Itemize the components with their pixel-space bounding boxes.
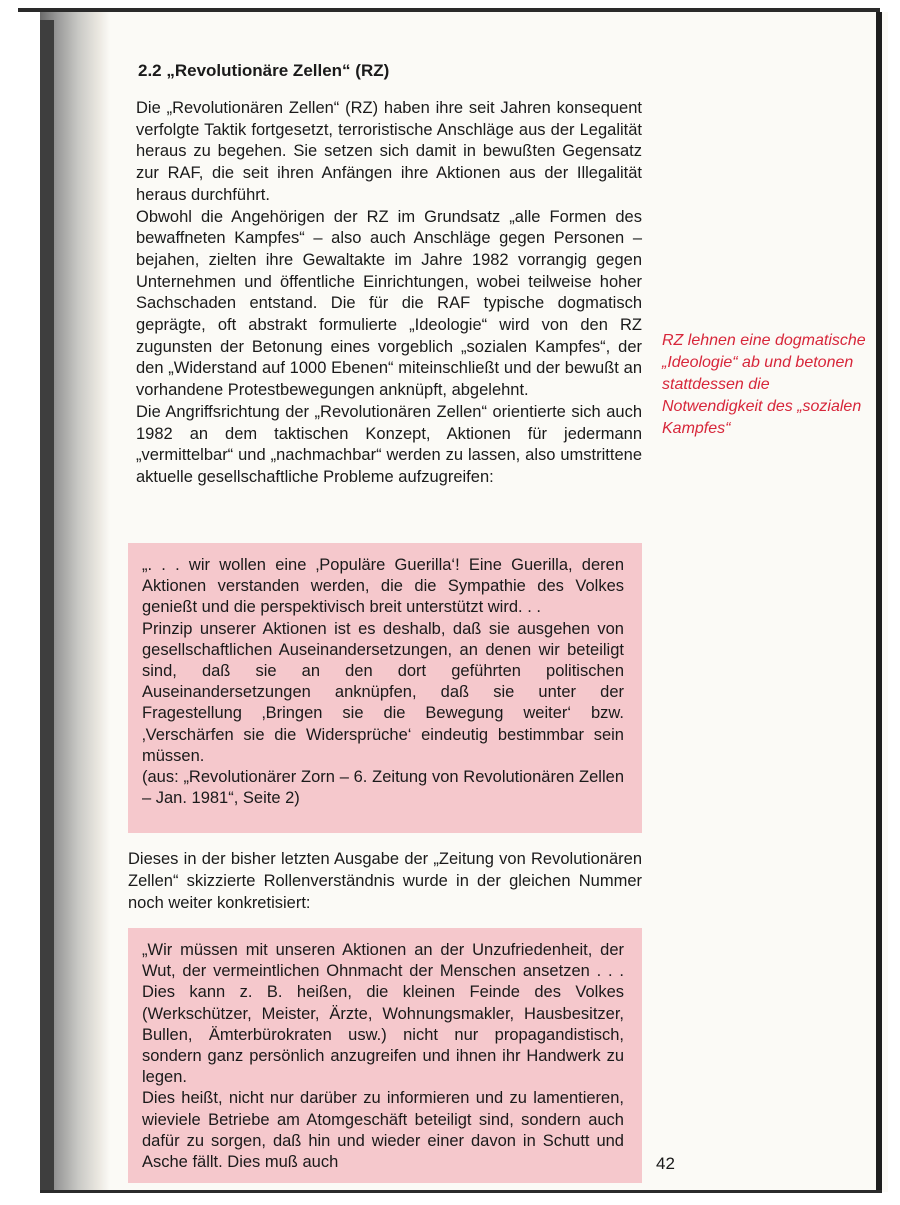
quote-box-2	[128, 928, 642, 1183]
connecting-paragraph: Dieses in der bisher letzten Ausgabe der „Zeitung von Revolutionären Zellen“ skizzierte Rollenverständnis wurde in der gleichen Nummer noch weiter konkretisiert:	[128, 850, 642, 912]
section-heading: 2.2 „Revolutionäre Zellen“ (RZ)	[138, 61, 390, 80]
quote-paragraph: „. . . wir wollen eine ‚Populäre Guerilla‘! Eine Guerilla, deren Aktionen verstanden werden, die die Sympathie des Volkes genießt und die perspektivisch breit unterstützt wird. . .	[142, 556, 624, 617]
body-paragraph: Die Angriffsrichtung der „Revolutionären Zellen“ orientierte sich auch 1982 an dem taktischen Konzept, Aktionen für jedermann „vermittelbar“ und „nachmachbar“ werden zu lassen, also umstrittene aktuelle gesellschaftliche Probleme aufzugreifen:	[136, 402, 642, 486]
page-left-edge	[40, 20, 54, 1190]
body-paragraph: Die „Revolutionären Zellen“ (RZ) haben ihre seit Jahren konsequent verfolgte Taktik fortgesetzt, terroristische Anschläge aus der Legalität heraus zu begehen. Sie setzen sich damit in bewußten Gegensatz zur RAF, die seit ihren Anfängen ihre Aktionen aus der Illegalität heraus durchführt.	[136, 99, 642, 204]
margin-note: RZ lehnen eine dogmatische „Ideologie“ ab und betonen stattdessen die Notwendigkeit des „sozialen Kampfes“	[662, 332, 866, 437]
page-right-edge	[876, 12, 882, 1192]
quote-source: (aus: „Revolutionärer Zorn – 6. Zeitung von Revolutionären Zellen – Jan. 1981“, Seite 2)	[142, 768, 624, 808]
body-paragraph: Obwohl die Angehörigen der RZ im Grundsatz „alle Formen des bewaffneten Kampfes“ – also auch Anschläge gegen Personen – bejahen, zielten ihre Gewaltakte im Jahre 1982 vorrangig gegen Unternehmen und öffentliche Einrichtungen, wobei teilweise hoher Sachschaden entstand. Die für die RAF typische dogmatisch geprägte, oft abstrakt formulierte „Ideologie“ wird von den RZ zugunsten der Betonung eines vorgeblich „sozialen Kampfes“, der den „Widerstand auf 1000 Ebenen“ miteinschließt und der bewußt an vorhandene Protestbewegungen anknüpft, abgelehnt.	[136, 207, 642, 400]
body-text	[136, 98, 642, 489]
quote-paragraph: Dies heißt, nicht nur darüber zu informieren und zu lamentieren, wieviele Betriebe am Atomgeschäft beteiligt sind, sondern auch dafür zu sorgen, daß hin und wieder einer davon in Schutt und Asche fällt. Dies muß auch	[142, 1089, 624, 1172]
quote-paragraph: „Wir müssen mit unseren Aktionen an der Unzufriedenheit, der Wut, der vermeintlichen Ohnmacht der Menschen ansetzen . . . Dies kann z. B. heißen, die kleinen Feinde des Volkes (Werkschützer, Meister, Ärzte, Wohnungsmakler, Hausbesitzer, Bullen, Ämterbürokraten usw.) nicht nur propagandistisch, sondern ganz persönlich anzugreifen und ihnen ihr Handwerk zu legen.	[142, 941, 624, 1087]
quote-paragraph: Prinzip unserer Aktionen ist es deshalb, daß sie ausgehen von gesellschaftlichen Auseinandersetzungen, an denen wir beteiligt sind, daß sie an den dort geführten politischen Auseinandersetzungen anknüpfen, daß sie unter der Fragestellung ‚Bringen sie die Bewegung weiter‘ bzw. ‚Verschärfen sie die Widersprüche‘ eindeutig bestimmbar sein müssen.	[142, 619, 624, 765]
page-number: 42	[656, 1154, 675, 1173]
quote-box-1	[128, 543, 642, 833]
page-bottom-edge	[40, 1190, 882, 1193]
